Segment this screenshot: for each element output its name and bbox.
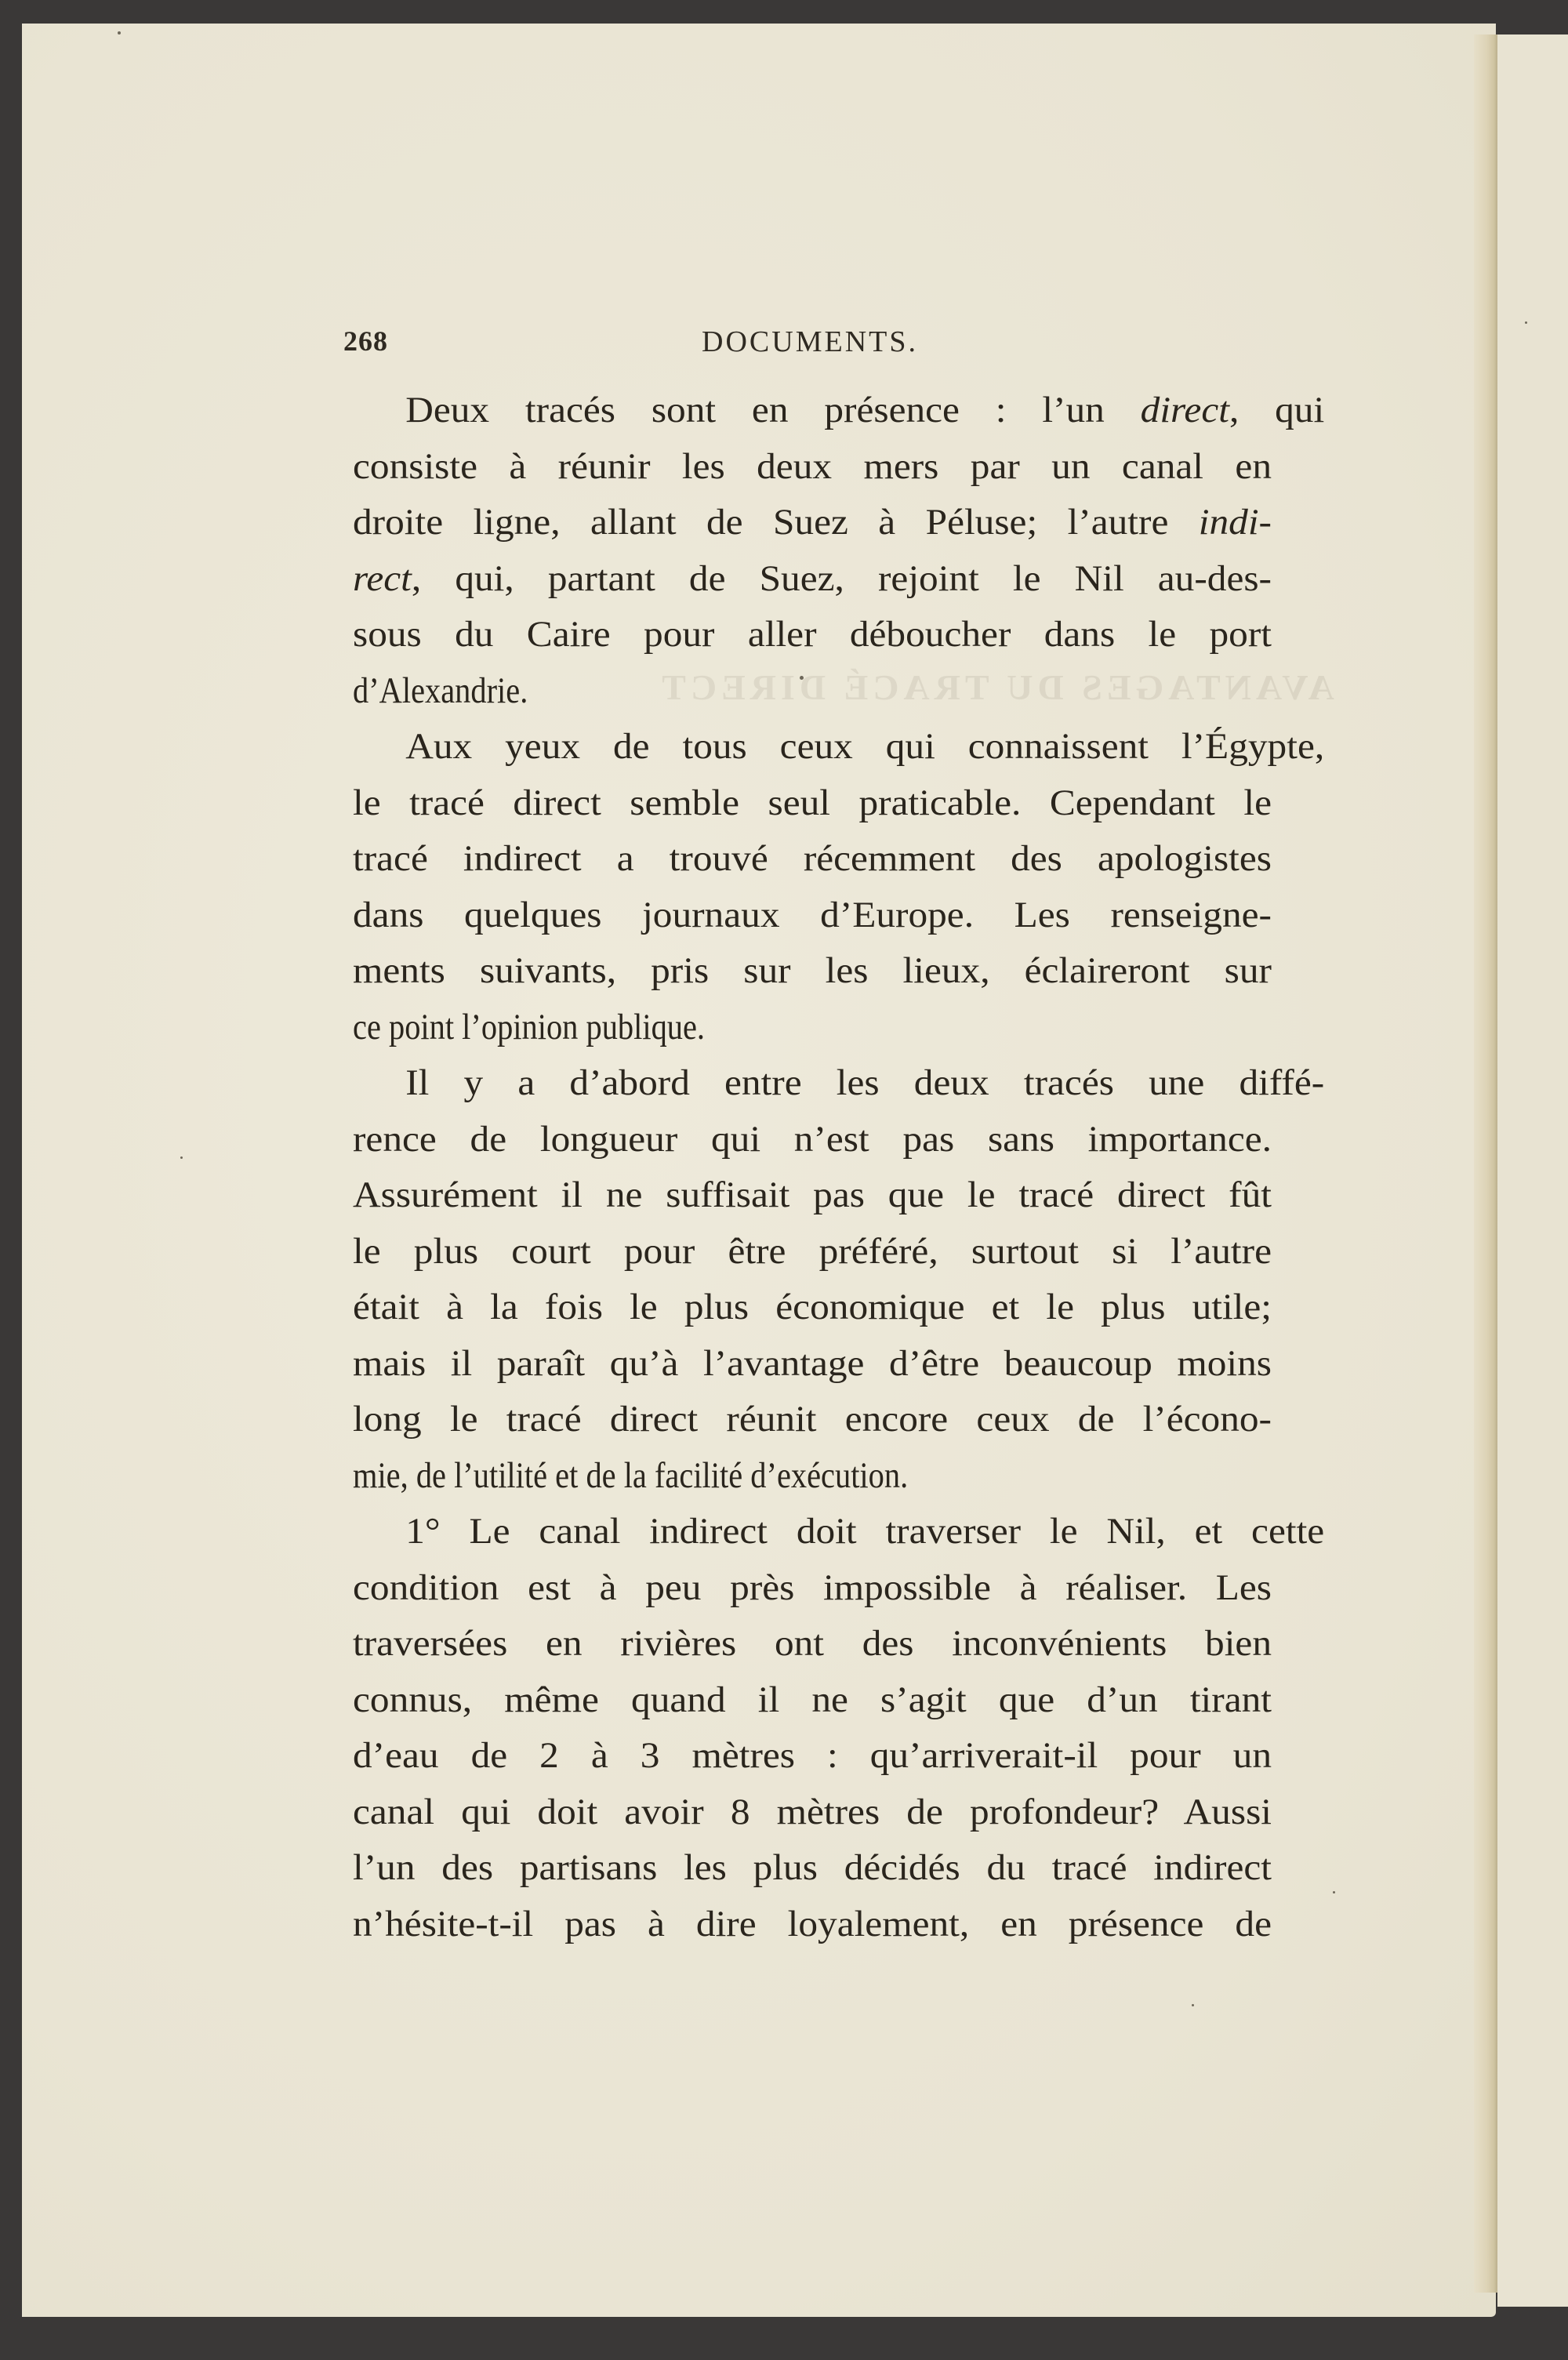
text-line: était à la fois le plus économique et le plus utile; bbox=[353, 1287, 1272, 1327]
text-line: mais il paraît qu’à l’avantage d’être beaucoup moins bbox=[353, 1342, 1272, 1384]
paragraph bbox=[353, 1055, 1325, 1504]
paragraph bbox=[353, 719, 1325, 1055]
page-gutter-fold bbox=[1474, 34, 1497, 2293]
italic-emphasis: direct bbox=[1140, 390, 1229, 430]
paper-speck bbox=[118, 31, 121, 34]
adjacent-page-edge bbox=[1497, 34, 1568, 2307]
running-title: DOCUMENTS. bbox=[702, 325, 918, 358]
text-line: condition est à peu près impossible à réaliser. Les bbox=[353, 1567, 1272, 1608]
page-number: 268 bbox=[343, 325, 388, 357]
running-header bbox=[343, 325, 1276, 364]
text-line: canal qui doit avoir 8 mètres de profondeur? Aussi bbox=[353, 1791, 1272, 1832]
text-line: droite ligne, allant de Suez à Péluse; l’autre indi- bbox=[353, 502, 1272, 543]
text-line: long le tracé direct réunit encore ceux de l’écono- bbox=[353, 1399, 1272, 1440]
text-line: rect, qui, partant de Suez, rejoint le Nil au-des- bbox=[353, 557, 1272, 599]
paper-speck bbox=[1333, 1891, 1335, 1893]
text-line: connus, même quand il ne s’agit que d’un tirant bbox=[353, 1679, 1272, 1720]
paragraph bbox=[353, 1504, 1325, 1952]
paragraph bbox=[353, 383, 1325, 719]
text-line: consiste à réunir les deux mers par un canal en bbox=[353, 445, 1272, 487]
body-text bbox=[353, 383, 1325, 1952]
paper-speck bbox=[180, 1156, 183, 1159]
italic-emphasis: indi- bbox=[1198, 502, 1272, 543]
text-line: traversées en rivières ont des inconvénients bien bbox=[353, 1623, 1272, 1664]
text-line: dans quelques journaux d’Europe. Les renseigne- bbox=[353, 894, 1272, 935]
text-line: d’Alexandrie. bbox=[353, 670, 528, 711]
text-line: l’un des partisans les plus décidés du tracé indirect bbox=[353, 1847, 1272, 1888]
text-line: sous du Caire pour aller déboucher dans le port bbox=[353, 614, 1272, 655]
text-line: Deux tracés sont en présence : l’un direct, qui bbox=[405, 390, 1325, 430]
text-line: n’hésite-t-il pas à dire loyalement, en présence de bbox=[353, 1903, 1272, 1944]
italic-emphasis: rect bbox=[353, 557, 412, 599]
paper-speck bbox=[1192, 2004, 1194, 2006]
text-line: ments suivants, pris sur les lieux, éclaireront sur bbox=[353, 950, 1272, 991]
text-line: 1° Le canal indirect doit traverser le Nil, et cette bbox=[405, 1511, 1325, 1552]
text-line: rence de longueur qui n’est pas sans importance. bbox=[353, 1118, 1272, 1160]
text-line: Assurément il ne suffisait pas que le tracé direct fût bbox=[353, 1175, 1272, 1215]
text-line: le tracé direct semble seul praticable. Cependant le bbox=[353, 782, 1272, 823]
text-line: mie, de l’utilité et de la facilité d’exécution. bbox=[353, 1454, 909, 1496]
text-line: Aux yeux de tous ceux qui connaissent l’Égypte, bbox=[405, 726, 1325, 767]
text-line: d’eau de 2 à 3 mètres : qu’arriverait-il pour un bbox=[353, 1735, 1272, 1776]
text-line: tracé indirect a trouvé récemment des apologistes bbox=[353, 838, 1272, 879]
paper-speck bbox=[1525, 321, 1527, 324]
text-line: le plus court pour être préféré, surtout si l’autre bbox=[353, 1230, 1272, 1272]
text-line: Il y a d’abord entre les deux tracés une diffé- bbox=[405, 1062, 1325, 1103]
text-line: ce point l’opinion publique. bbox=[353, 1006, 706, 1047]
